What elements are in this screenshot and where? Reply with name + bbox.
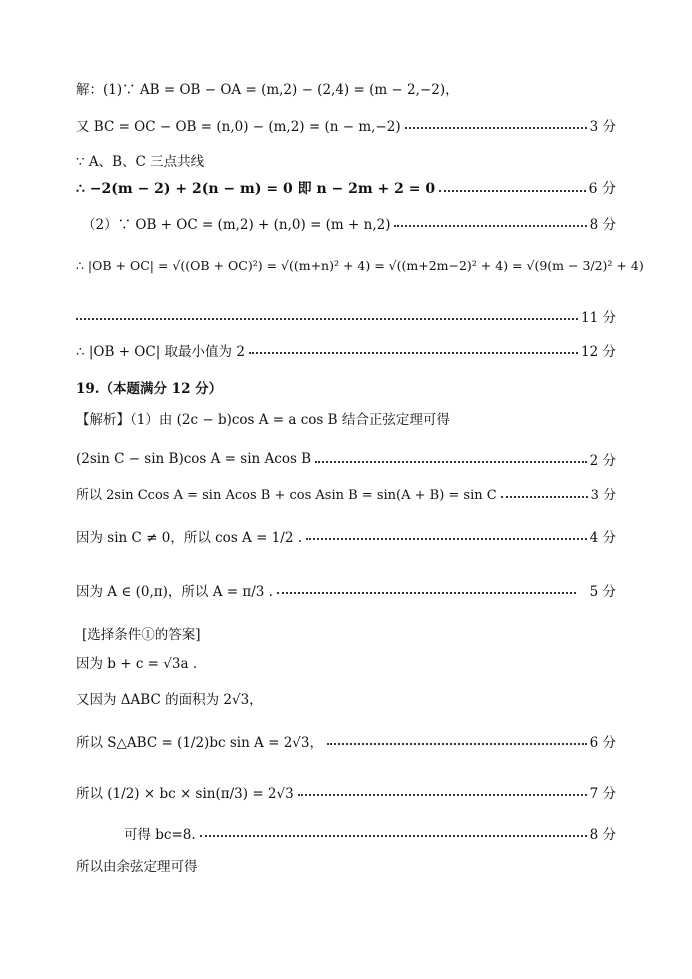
line-text: ∴ −2(m − 2) + 2(n − m) = 0 即 n − 2m + 2 = 0 [76,181,436,197]
line-text: ∴ |OB + OC| = √((OB + OC)²) = √((m+n)² + 4) = √((m+2m−2)² + 4) = √(9(m − 3/2)² + 4) [76,258,644,273]
dotted-leader [501,496,588,498]
score-label: 6 分 [588,181,616,197]
score-label: 2 分 [589,453,616,469]
solution-line-16 [0,652,692,672]
question-heading [0,377,692,397]
solution-line-15 [0,623,692,643]
line-text: 又 BC = OC − OB = (n,0) − (m,2) = (n − m,−2) [76,119,401,135]
solution-line-8 [0,340,616,360]
score-label: 8 分 [589,827,616,843]
line-text: ∴ |OB + OC| 取最小值为 2 [76,344,245,360]
solution-line-14 [0,580,616,600]
dotted-leader [306,538,587,540]
line-text: 因为 b + c = √3a . [76,656,198,672]
score-label: 5 分 [589,584,616,600]
dotted-leader [394,225,586,227]
solution-line-10 [0,408,692,428]
score-label: 7 分 [589,786,616,802]
solution-line-20 [0,823,616,843]
solution-line-18 [0,731,616,751]
solution-line-1 [0,78,692,98]
line-text: 解：(1)∵ AB = OB − OA = (m,2) − (2,4) = (m − 2,−2)， [76,82,459,98]
line-text: 所以 2sin Ccos A = sin Acos B + cos Asin B = sin(A + B) = sin C [76,488,497,503]
line-text: 【解析】（1）由 (2c − b)cos A = a cos B 结合正弦定理可得 [76,412,450,428]
line-text: (2sin C − sin B)cos A = sin Acos B [76,451,312,467]
solution-line-21 [0,855,692,875]
solution-line-19 [0,782,616,802]
solution-line-13 [0,526,616,546]
solution-line-11 [0,449,616,469]
solution-line-12 [0,484,616,503]
solution-line-2 [0,115,616,135]
solution-line-4 [0,178,616,198]
line-text: 所以由余弦定理可得 [76,859,198,875]
dotted-leader [200,835,587,837]
dotted-leader [315,461,587,463]
line-text: ∵ A、B、C 三点共线 [76,154,205,170]
solution-line-17 [0,688,692,708]
dotted-leader [405,127,587,129]
score-label: 3 分 [590,488,616,503]
score-label: 8 分 [589,217,616,233]
dotted-leader [76,318,578,320]
dotted-leader [277,592,576,594]
line-text: 所以 (1/2) × bc × sin(π/3) = 2√3 [76,786,294,802]
dotted-leader [439,190,586,192]
dotted-leader [327,743,587,745]
score-label: 12 分 [581,344,616,360]
solution-line-5 [0,213,616,233]
line-text: [选择条件①的答案] [82,627,201,643]
dotted-leader [298,794,587,796]
line-text: 因为 A ∈ (0,π)，所以 A = π/3 . [76,584,273,600]
solution-line-7 [0,306,616,326]
score-label: 11 分 [581,310,616,326]
solution-line-3 [0,150,692,170]
line-text: 可得 bc=8. [124,827,196,843]
score-label: 3 分 [589,119,616,135]
line-text: （2）∵ OB + OC = (m,2) + (n,0) = (m + n,2) [82,217,391,233]
score-label: 4 分 [589,530,616,546]
line-text: 所以 S△ABC = (1/2)bc sin A = 2√3， [76,735,323,751]
solution-line-6 [0,258,672,273]
score-label: 6 分 [589,735,616,751]
dotted-leader [249,352,578,354]
line-text: 因为 sin C ≠ 0，所以 cos A = 1/2 . [76,530,302,546]
line-text: 又因为 ΔABC 的面积为 2√3， [76,692,263,708]
line-text: 19.（本题满分 12 分） [76,381,223,397]
